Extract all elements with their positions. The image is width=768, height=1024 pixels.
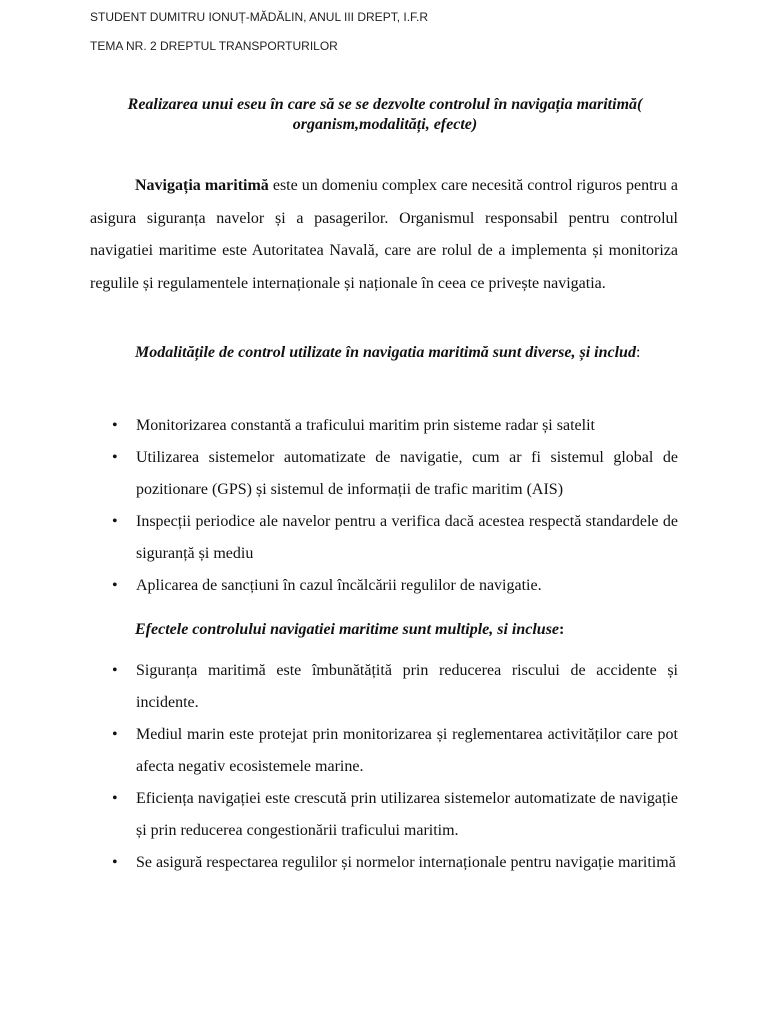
list-item: [90, 719, 678, 783]
bullet-icon: •: [112, 513, 118, 530]
header-student-line: STUDENT DUMITRU IONUȚ-MĂDĂLIN, ANUL III DREPT, I.F.R: [90, 10, 429, 24]
bullet-icon: •: [112, 449, 118, 466]
intro-paragraph: [90, 170, 678, 300]
efecte-heading-text: Efectele controlului navigatiei maritime sunt multiple, si incluse: [135, 621, 560, 638]
list-item-text: Monitorizarea constantă a traficului maritim prin sisteme radar și satelit: [136, 417, 595, 434]
list-item-text: Eficiența navigației este crescută prin utilizarea sistemelor automatizate de navigație și prin reducerea congestionării traficului maritim.: [136, 790, 678, 839]
list-item-text: Aplicarea de sancțiuni în cazul încălcării regulilor de navigatie.: [136, 577, 542, 594]
modalitati-heading-colon: :: [635, 344, 641, 361]
modalitati-heading: [90, 337, 678, 370]
bullet-icon: •: [112, 726, 118, 743]
bullet-icon: •: [112, 577, 118, 594]
list-item-text: Inspecții periodice ale navelor pentru a verifica dacă acestea respectă standardele de siguranță și mediu: [136, 513, 678, 562]
list-item: [90, 783, 678, 847]
list-item: [90, 847, 678, 879]
list-item: [90, 410, 678, 442]
bullet-icon: •: [112, 662, 118, 679]
list-item: [90, 442, 678, 506]
bullet-icon: •: [112, 790, 118, 807]
bullet-icon: •: [112, 854, 118, 871]
intro-body-text: este un domeniu complex care necesită control riguros pentru a asigura siguranța navelor și a pasagerilor. Organismul responsabil pentru controlul navigatiei maritime este Autoritatea Navală, care are rolul de a implementa și monitoriza regulile și regulamentele internaționale și naționale în ceea ce privește navigatia.: [90, 177, 678, 292]
header-topic-line: TEMA NR. 2 DREPTUL TRANSPORTURILOR: [90, 39, 338, 53]
efecte-list: [90, 655, 678, 879]
list-item: [90, 655, 678, 719]
list-item-text: Siguranța maritimă este îmbunătățită prin reducerea riscului de accidente și incidente.: [136, 662, 678, 711]
intro-lead-term: Navigația maritimă: [135, 177, 269, 194]
modalitati-list: [90, 410, 678, 602]
essay-title: Realizarea unui eseu în care să se se dezvolte controlul în navigația maritimă( organism,modalități, efecte): [127, 96, 643, 133]
list-item: [90, 506, 678, 570]
list-item-text: Se asigură respectarea regulilor și normelor internaționale pentru navigație maritimă: [136, 854, 676, 871]
list-item-text: Mediul marin este protejat prin monitorizarea și reglementarea activităților care pot afecta negativ ecosistemele marine.: [136, 726, 678, 775]
modalitati-heading-text: Modalitățile de control utilizate în navigatia maritimă sunt diverse, și includ: [135, 344, 636, 361]
efecte-heading-colon: :: [559, 621, 565, 638]
list-item: [90, 570, 678, 602]
list-item-text: Utilizarea sistemelor automatizate de navigatie, cum ar fi sistemul global de pozitionare (GPS) și sistemul de informații de trafic maritim (AIS): [136, 449, 678, 498]
bullet-icon: •: [112, 417, 118, 434]
efecte-heading: [135, 614, 564, 646]
